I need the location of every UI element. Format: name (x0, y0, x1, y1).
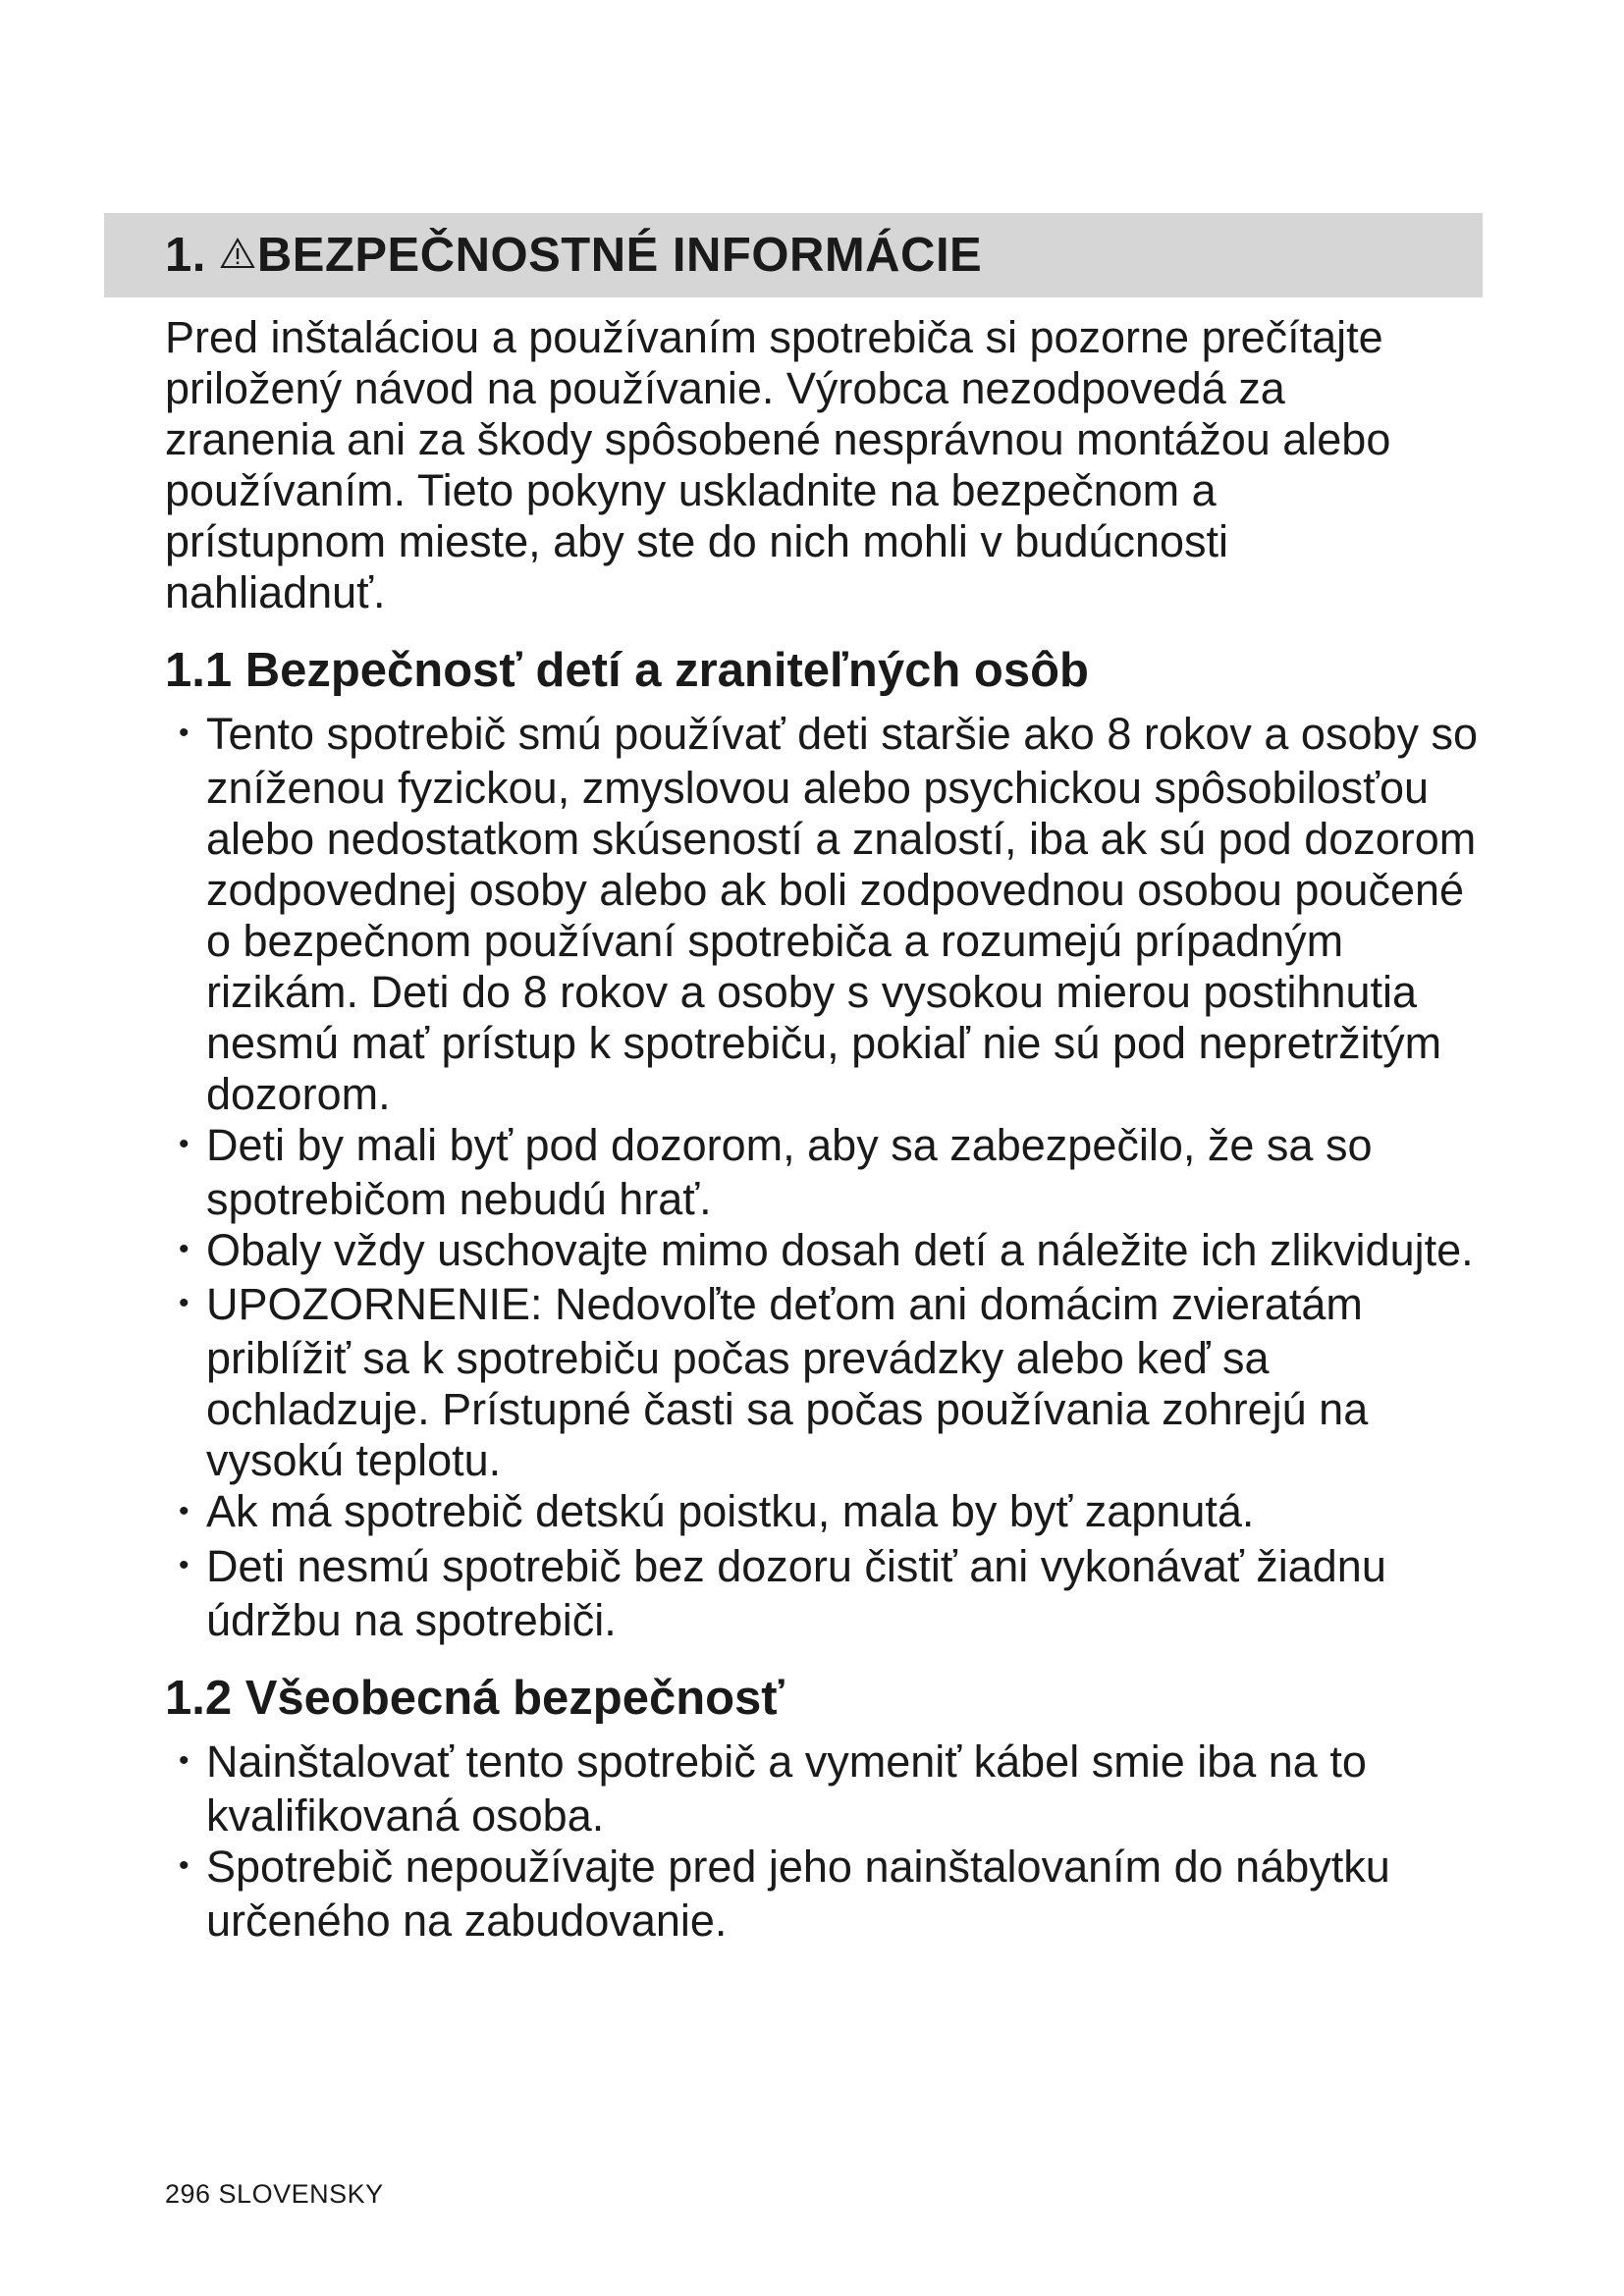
intro-paragraph: Pred inštaláciou a používaním spotrebiča si pozorne prečítajte priložený návod na používanie. Výrobca nezodpovedá za zranenia ani za škody spôsobené nesprávnou montážou alebo používaním. Tieto pokyny uskladnite na bezpečnom a prístupnom mieste, aby ste do nich mohli v budúcnosti nahliadnuť. (165, 312, 1391, 617)
bullet-dot-icon: • (179, 1287, 189, 1320)
bullet-dot-icon: • (179, 1743, 189, 1777)
section-header (104, 213, 1483, 297)
bullet-dot-icon: • (179, 717, 189, 750)
list-item: • Obaly vždy uschovajte mimo dosah detí a náležite ich zlikvidujte. (179, 1225, 1474, 1276)
subsection-heading-1-1: 1.1 Bezpečnosť detí a zraniteľných osôb (165, 644, 1089, 697)
list-item: • Deti by mali byť pod dozorom, aby sa zabezpečilo, že sa so spotrebičom nebudú hrať. (179, 1120, 1373, 1225)
list-item: • Spotrebič nepoužívajte pred jeho nainštalovaním do nábytku určeného na zabudovanie. (179, 1841, 1390, 1946)
bullet-list-1-1 (165, 709, 1483, 1646)
list-item: • Ak má spotrebič detskú poistku, mala by byť zapnutá. (179, 1486, 1255, 1537)
list-item: • Tento spotrebič smú používať deti staršie ako 8 rokov a osoby so zníženou fyzickou, zmyslovou alebo psychickou spôsobilosťou alebo nedostatkom skúseností a znalostí, iba ak sú pod dozorom zodpovednej osoby alebo ak boli zodpovednou osobou poučené o bezpečnom používaní spotrebiča a rozumejú prípadným rizikám. Deti do 8 rokov a osoby s vysokou mierou postihnutia nesmú mať prístup k spotrebiču, pokiaľ nie sú pod nepretržitým dozorom. (179, 709, 1479, 1120)
page-footer: 296 SLOVENSKY (165, 2179, 384, 2209)
section-title: BEZPEČNOSTNÉ INFORMÁCIE (256, 229, 983, 282)
warning-icon (220, 238, 255, 269)
section-number: 1. (165, 229, 206, 282)
list-item: • Deti nesmú spotrebič bez dozoru čistiť ani vykonávať žiadnu údržbu na spotrebiči. (179, 1540, 1386, 1645)
list-item: • Nainštalovať tento spotrebič a vymeniť kábel smie iba na to kvalifikovaná osoba. (179, 1735, 1367, 1841)
bullet-dot-icon: • (179, 1233, 189, 1266)
bullet-dot-icon: • (179, 1848, 189, 1882)
bullet-dot-icon: • (179, 1128, 189, 1161)
bullet-list-1-2 (165, 1736, 1483, 1947)
list-item: • UPOZORNENIE: Nedovoľte deťom ani domácim zvieratám priblížiť sa k spotrebiču počas prevádzky alebo keď sa ochladzuje. Prístupné časti sa počas používania zohrejú na vysokú teplotu. (179, 1279, 1369, 1486)
subsection-heading-1-2: 1.2 Všeobecná bezpečnosť (165, 1671, 785, 1725)
bullet-dot-icon: • (179, 1548, 189, 1581)
bullet-dot-icon: • (179, 1494, 189, 1527)
main-content (165, 312, 1483, 1947)
